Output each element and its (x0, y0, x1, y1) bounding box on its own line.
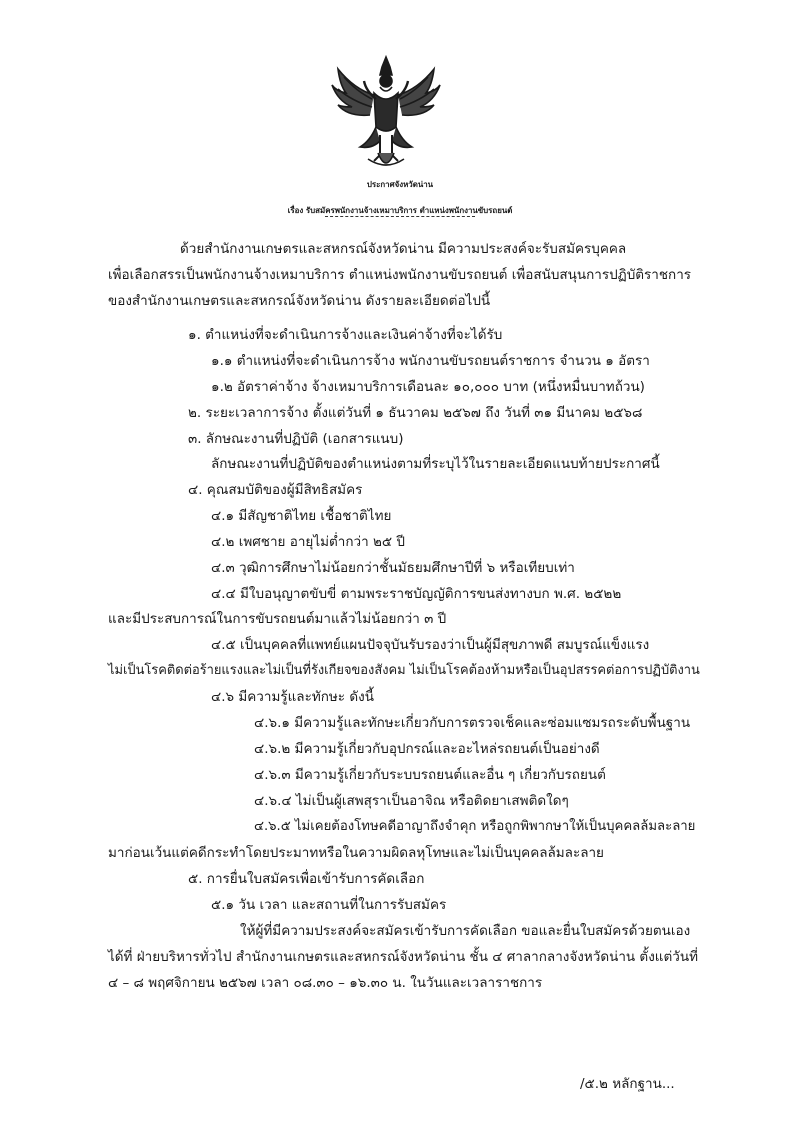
section-5-1-line-3: ๔ – ๘ พฤศจิกายน ๒๕๖๗ เวลา ๐๘.๓๐ – ๑๖.๓๐ น. ในวันและเวลาราชการ (108, 975, 543, 991)
section-4-6-5-line-2: มาก่อนเว้นแต่คดีกระทำโดยประมาทหรือในความผิดลหุโทษและไม่เป็นบุคคลล้มละลาย (108, 845, 604, 861)
section-4-6-5-line-1: ๔.๖.๕ ไม่เคยต้องโทษคดีอาญาถึงจำคุก หรือถูกพิพากษาให้เป็นบุคคลล้มละลาย (254, 819, 696, 834)
section-5-heading: ๕. การยื่นใบสมัครเพื่อเข้ารับการคัดเลือก (188, 871, 425, 887)
section-4-5-line-1: ๔.๕ เป็นบุคคลที่แพทย์แผนปัจจุบันรับรองว่าเป็นผู้มีสุขภาพดี สมบูรณ์แข็งแรง (211, 637, 650, 653)
section-4-6-3: ๔.๖.๓ มีความรู้เกี่ยวกับระบบรถยนต์และอื่น ๆ เกี่ยวกับรถยนต์ (254, 767, 606, 783)
section-4-4-line-2: และมีประสบการณ์ในการขับรถยนต์มาแล้วไม่น้อยกว่า ๓ ปี (108, 611, 447, 627)
intro-line-3: ของสำนักงานเกษตรและสหกรณ์จังหวัดน่าน ดังรายละเอียดต่อไปนี้ (108, 293, 491, 309)
section-1-heading: ๑. ตำแหน่งที่จะดำเนินการจ้างและเงินค่าจ้างที่จะได้รับ (188, 327, 503, 343)
section-4-2: ๔.๒ เพศชาย อายุไม่ต่ำกว่า ๒๕ ปี (211, 534, 405, 550)
section-4-3: ๔.๓ วุฒิการศึกษาไม่น้อยกว่าชั้นมัธยมศึกษาปีที่ ๖ หรือเทียบเท่า (211, 560, 575, 576)
section-1-1: ๑.๑ ตำแหน่งที่จะดำเนินการจ้าง พนักงานขับรถยนต์ราชการ จำนวน ๑ อัตรา (211, 353, 650, 369)
continued-marker: /๕.๒ หลักฐาน... (580, 1076, 675, 1092)
section-4-6: ๔.๖ มีความรู้และทักษะ ดังนี้ (211, 689, 374, 705)
section-4-5-line-2: ไม่เป็นโรคติดต่อร้ายแรงและไม่เป็นที่รังเกียจของสังคม ไม่เป็นโรคต้องห้ามหรือเป็นอุปสรรคต่อการปฏิบัติงาน (108, 663, 700, 678)
section-4-6-4: ๔.๖.๔ ไม่เป็นผู้เสพสุราเป็นอาจิณ หรือติดยาเสพติดใดๆ (254, 793, 569, 809)
section-4-1: ๔.๑ มีสัญชาติไทย เชื้อชาติไทย (211, 508, 392, 524)
garuda-emblem-icon (330, 55, 442, 173)
section-4-6-2: ๔.๖.๒ มีความรู้เกี่ยวกับอุปกรณ์และอะไหล่รถยนต์เป็นอย่างดี (254, 741, 600, 757)
section-1-2: ๑.๒ อัตราค่าจ้าง จ้างเหมาบริการเดือนละ ๑๐,๐๐๐ บาท (หนึ่งหมื่นบาทถ้วน) (211, 379, 645, 395)
section-5-1-line-2: ได้ที่ ฝ่ายบริหารทั่วไป สำนักงานเกษตรและสหกรณ์จังหวัดน่าน ชั้น ๔ ศาลากลางจังหวัดน่าน ตั้งแต่วันที่ (108, 949, 698, 965)
document-title: ประกาศจังหวัดน่าน (366, 180, 434, 189)
document-subject: เรื่อง รับสมัครพนักงานจ้างเหมาบริการ ตำแหน่งพนักงานขับรถยนต์ (287, 206, 513, 215)
section-4-6-1: ๔.๖.๑ มีความรู้และทักษะเกี่ยวกับการตรวจเช็คและซ่อมแซมรถระดับพื้นฐาน (254, 715, 691, 731)
section-3-text: ลักษณะงานที่ปฏิบัติของตำแหน่งตามที่ระบุไว้ในรายละเอียดแนบท้ายประกาศนี้ (211, 456, 660, 472)
section-3-heading: ๓. ลักษณะงานที่ปฏิบัติ (เอกสารแนบ) (188, 431, 404, 447)
section-2-heading: ๒. ระยะเวลาการจ้าง ตั้งแต่วันที่ ๑ ธันวาคม ๒๕๖๗ ถึง วันที่ ๓๑ มีนาคม ๒๕๖๘ (188, 405, 643, 421)
intro-line-1: ด้วยสำนักงานเกษตรและสหกรณ์จังหวัดน่าน มีความประสงค์จะรับสมัครบุคคล (180, 241, 627, 257)
title-divider (325, 216, 475, 217)
section-4-4-line-1: ๔.๔ มีใบอนุญาตขับขี่ ตามพระราชบัญญัติการขนส่งทางบก พ.ศ. ๒๕๒๒ (211, 586, 622, 602)
intro-line-2: เพื่อเลือกสรรเป็นพนักงานจ้างเหมาบริการ ตำแหน่งพนักงานขับรถยนต์ เพื่อสนับสนุนการปฏิบัติราชการ (108, 267, 692, 283)
section-4-heading: ๔. คุณสมบัติของผู้มีสิทธิสมัคร (188, 482, 363, 498)
section-5-1-line-1: ให้ผู้ที่มีความประสงค์จะสมัครเข้ารับการคัดเลือก ขอและยื่นใบสมัครด้วยตนเอง (240, 923, 691, 939)
section-5-1: ๕.๑ วัน เวลา และสถานที่ในการรับสมัคร (211, 897, 447, 913)
